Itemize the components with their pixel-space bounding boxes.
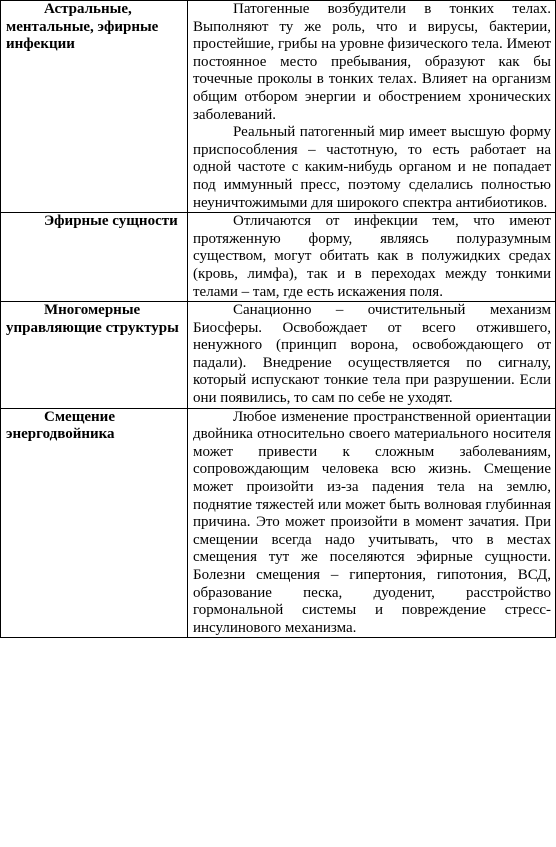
term-cell (1, 213, 188, 302)
description-paragraph: Санационно – очистительный механизм Биосферы. Освобождает от всего отжившего, ненужного (принцип ворона, освобождающего от падали). Внедрение осуществляется по сигналу, который испускают тонкие тела при разрушении. Если они появились, то сам по себе не уходят. (193, 302, 551, 407)
description-paragraph: Патогенные возбудители в тонких телах. Выполняют ту же роль, что и вирусы, бактерии, простейшие, грибы на уровне физического тела. Имеют постоянное место пребывания, образуют как бы точечные проколы в тонких телах. Влияет на организм общим отбором энергии и обострением хронических заболеваний. (193, 1, 552, 123)
term-label: Многомерные управляющие структуры (6, 302, 179, 336)
description-cell (188, 1, 556, 213)
term-label: Смещение энергодвойника (6, 408, 115, 443)
table-row (1, 1, 556, 213)
description-cell (188, 302, 556, 409)
term-cell (1, 1, 188, 213)
table-row (1, 408, 556, 638)
term-cell (1, 408, 188, 638)
term-cell (1, 302, 188, 409)
description-cell (188, 408, 556, 638)
term-label: Астральные, ментальные, эфирные инфекции (6, 1, 159, 52)
table-row (1, 302, 556, 409)
description-cell (188, 213, 556, 302)
description-paragraph: Отличаются от инфекции тем, что имеют протяженную форму, являясь полуразумным существом, могут обитать как в полужидких средах (кровь, лимфа), так и в переходах между тонкими телами – там, где есть искажения поля. (193, 213, 551, 300)
term-label: Эфирные сущности (44, 213, 178, 230)
description-paragraph: Реальный патогенный мир имеет высшую форму приспособления – частотную, то есть работает на одной частоте с каким-нибудь органом и не попадает под иммунный пресс, поэтому сделались полностью неуничтожимыми для широкого спектра антибиотиков. (193, 124, 551, 211)
table-row (1, 213, 556, 302)
description-paragraph: Любое изменение пространственной ориентации двойника относительно своего материального носителя может привести к сложным заболеваниям, сопровождающим человека всю жизнь. Смещение может произойти из-за падения тела на землю, поднятие тяжестей или может быть волновая глубинная причина. Это может произойти в момент зачатия. При смещении всегда надо учитывать, что в местах смещения тут же поселяются эфирные сущности. Болезни смещения – гипертония, гипотония, ВСД, образование песка, дуоденит, расстройство гормональной системы и повреждение стресс-инсулинового механизма. (193, 408, 551, 636)
